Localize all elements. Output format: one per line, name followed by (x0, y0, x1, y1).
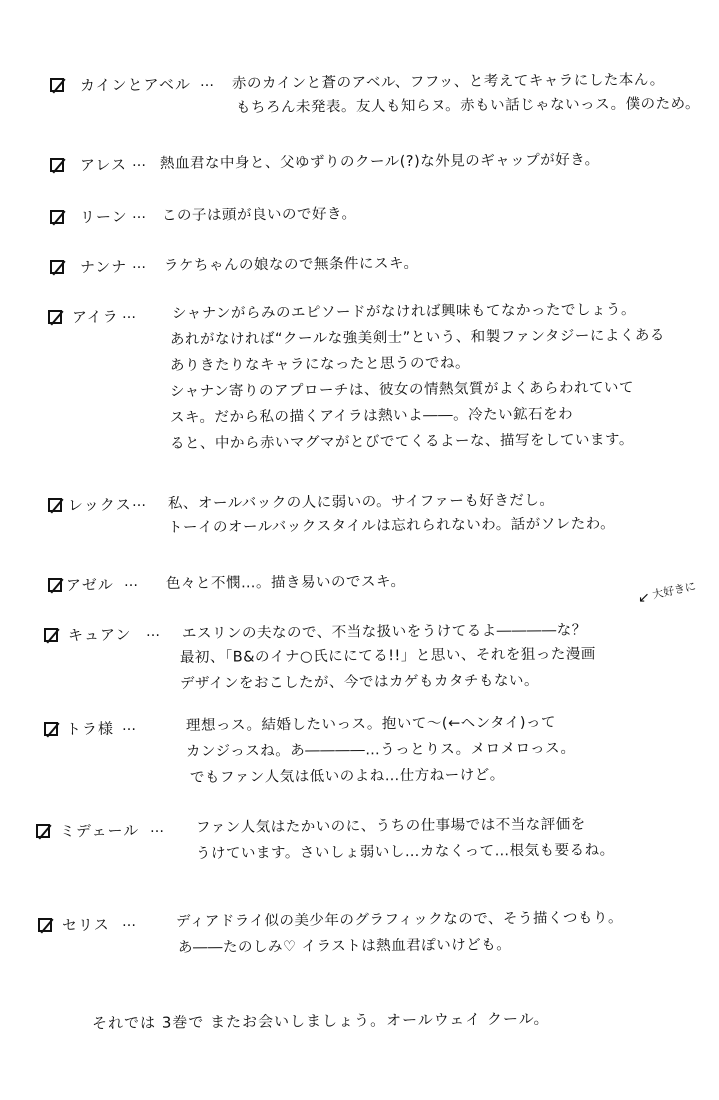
entry-text-line: 熱血君な中身と、父ゆずりのクール(?)な外見のギャップが好き。 (159, 152, 600, 172)
checkbox-icon (50, 158, 64, 172)
entry-text-line: 赤のカインと蒼のアベル、フフッ、と考えてキャラにした本ん。 (231, 72, 665, 92)
checkbox-icon (50, 210, 64, 224)
entry-text-line: スキ。だから私の描くアイラは熱いよ――。冷たい鉱石をわ (169, 406, 574, 426)
entry-text-line: 私、オールバックの人に弱いの。サイファーも好きだし。 (167, 492, 555, 512)
checkbox-icon (38, 918, 52, 932)
entry-text-line: うけています。さいしょ弱いし…カなくって…根気も要るね。 (195, 842, 615, 862)
checkbox-icon (48, 578, 62, 592)
entry-text-line: もちろん未発表。友人も知らヌ。赤もい話じゃないっス。僕のため。 (235, 95, 701, 116)
margin-note: 大好きに (651, 579, 697, 602)
entry-text-line: デザインをおこしたが、今ではカゲもカタチもない。 (179, 672, 540, 692)
entry-text-line: あれがなければ“クールな強美剣士”という、和製ファンタジーによくある (169, 327, 665, 348)
entry-text-line: シャナン寄りのアプローチは、彼女の情熱気質がよくあらわれていて (169, 379, 635, 400)
checkbox-icon (36, 824, 50, 838)
entry-dots: … (132, 206, 146, 222)
entry-text-line: トーイのオールバックスタイルは忘れられないわ。話がソレたわ。 (167, 516, 616, 536)
entry-title: キュアン (67, 625, 132, 645)
entry-text-line: シャナンがらみのエピソードがなければ興味もてなかったでしょう。 (171, 301, 637, 322)
entry-title: セリス (61, 915, 110, 935)
checkbox-icon (50, 260, 64, 274)
entry-title: ナンナ (79, 257, 128, 277)
entry-text-line: あ――たのしみ♡ イラストは熱血君ぽいけども。 (177, 937, 512, 956)
entry-title: アゼル (65, 575, 114, 595)
entry-dots: … (132, 494, 146, 510)
entry-dots: … (200, 74, 214, 90)
entry-text-line: でもファン人気は低いのよね…仕方ねーけど。 (189, 767, 505, 786)
entry-title: アレス (79, 155, 128, 175)
checkbox-icon (50, 78, 64, 92)
checkbox-icon (44, 722, 58, 736)
entry-text-line: ありきたりなキャラになったと思うのでね。 (169, 355, 471, 374)
entry-text-line: 理想っス。結婚したいっス。抱いて～(←ヘンタイ)って (185, 714, 557, 734)
entry-title: ミデェール (59, 821, 140, 841)
entry-dots: … (132, 256, 146, 272)
entry-text-line: 最初、「B&のイナ○氏ににてる!!」と思い、それを狙った漫画 (179, 646, 596, 666)
entry-dots: … (132, 154, 146, 170)
entry-title: レックス (67, 495, 132, 515)
entry-text-line: ラケちゃんの娘なので無条件にスキ。 (163, 255, 419, 274)
entry-text-line: ディアドライ似の美少年のグラフィックなので、そう描くつもり。 (175, 910, 624, 930)
entry-text-line: エスリンの夫なので、不当な扱いをうけてるよ――――な？ (181, 622, 587, 642)
entry-dots: … (146, 624, 160, 640)
entry-title: カインとアベル (79, 75, 192, 95)
entry-title: リーン (79, 207, 128, 227)
entry-dots: … (122, 306, 136, 322)
entry-title: トラ様 (65, 719, 115, 739)
entry-text-line: ファン人気はたかいのに、うちの仕事場では不当な評価を (195, 816, 586, 836)
entry-dots: … (124, 574, 138, 590)
entry-dots: … (150, 820, 164, 836)
checkbox-icon (48, 498, 62, 512)
checkbox-icon (48, 310, 62, 324)
entry-text-line: カンジっスね。あ――――…うっとりス。メロメロっス。 (185, 740, 576, 760)
entry-title: アイラ (71, 307, 119, 327)
entry-dots: … (122, 914, 136, 930)
checkbox-icon (44, 628, 58, 642)
entry-text-line: ると、中から赤いマグマがとびでてくるよーな、描写をしています。 (169, 431, 634, 452)
entry-text-line: この子は頭が良いので好き。 (161, 206, 357, 224)
entry-text-line: 色々と不憫…。描き易いのでスキ。 (165, 573, 406, 592)
arrow-icon: ↙ (638, 590, 650, 606)
entry-dots: … (122, 718, 136, 734)
closing-message: それでは 3巻で またお会いしましょう。オールウェイ クール。 (91, 1009, 550, 1033)
